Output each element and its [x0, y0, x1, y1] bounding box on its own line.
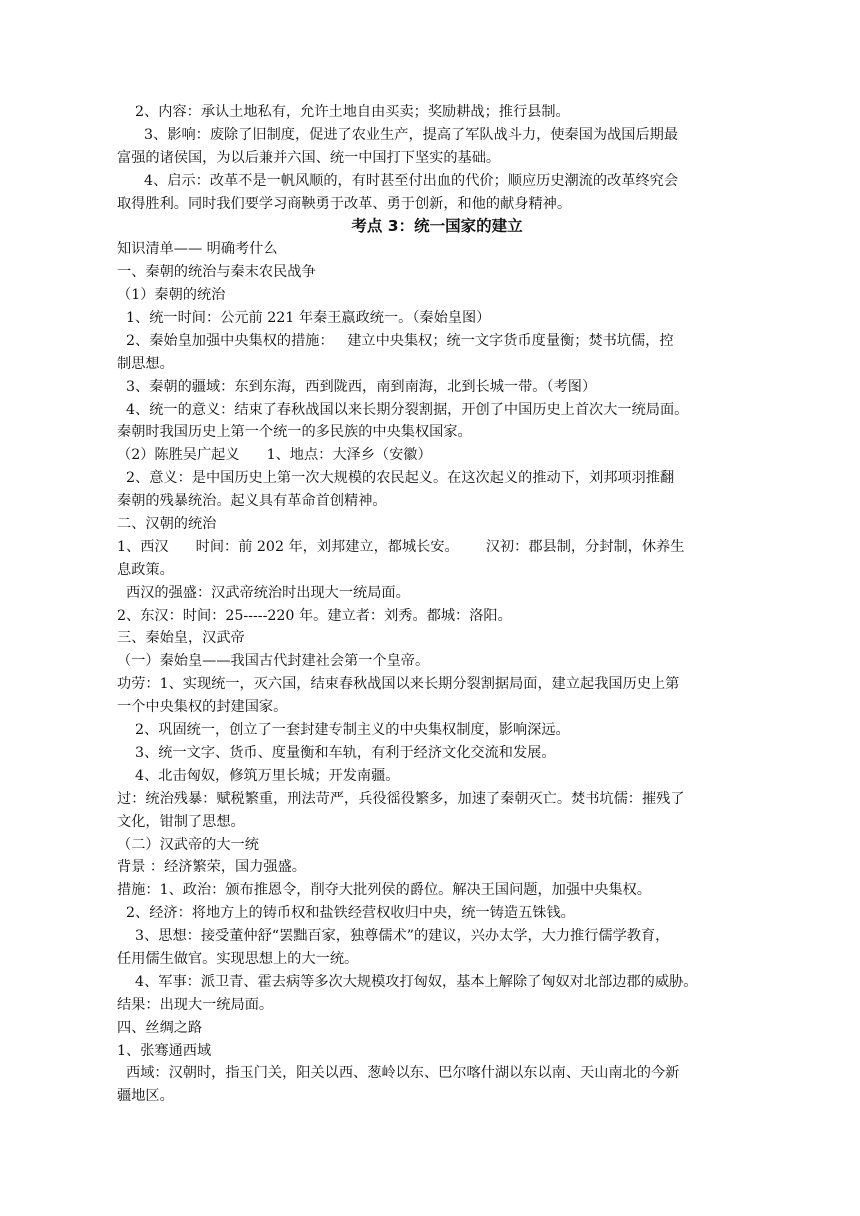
- text-line: 4、统一的意义：结束了春秋战国以来长期分裂割据，开创了中国历史上首次大一统局面。: [117, 401, 689, 418]
- text-line: 功劳：1、实现统一，灭六国，结束春秋战国以来长期分裂割据局面，建立起我国历史上第: [117, 676, 680, 693]
- text-line: （1）秦朝的统治: [117, 287, 226, 304]
- text-line: 过：统治残暴：赋税繁重，刑法苛严，兵役徭役繁多，加速了秦朝灭亡。焚书坑儒：摧残了: [117, 790, 685, 807]
- text-line: 3、统一文字、货币、度量衡和车轨，有利于经济文化交流和发展。: [117, 744, 556, 761]
- text-line: 4、北击匈奴，修筑万里长城；开发南疆。: [117, 767, 400, 784]
- text-line: 1、张骞通西域: [117, 1042, 212, 1059]
- text-line: （2）陈胜吴广起义 1、地点：大泽乡（安徽）: [117, 447, 432, 464]
- text-line: 息政策。: [117, 561, 174, 578]
- text-line: 一、秦朝的统治与秦末农民战争: [117, 264, 316, 281]
- text-line: 一个中央集权的封建国家。: [117, 699, 288, 716]
- text-line: 2、内容：承认土地私有，允许土地自由买卖；奖励耕战；推行县制。: [117, 104, 570, 120]
- text-line: 3、影响：废除了旧制度，促进了农业生产，提高了军队战斗力，使秦国为战国后期最: [117, 126, 679, 143]
- section-heading: 考点 3：统一国家的建立: [351, 217, 523, 236]
- text-line: 制思想。: [117, 355, 174, 372]
- text-line: 2、东汉：时间：25-----220 年。建立者：刘秀。都城：洛阳。: [117, 607, 512, 624]
- text-line: （一）秦始皇——我国古代封建社会第一个皇帝。: [117, 653, 430, 670]
- text-line: 知识清单—— 明确考什么: [117, 241, 278, 258]
- text-line: 2、意义：是中国历史上第一次大规模的农民起义。在这次起义的推动下，刘邦项羽推翻: [117, 470, 675, 487]
- text-line: 2、秦始皇加强中央集权的措施： 建立中央集权；统一文字货币度量衡；焚书坑儒，控: [117, 332, 674, 349]
- text-line: 秦朝时我国历史上第一个统一的多民族的中央集权国家。: [117, 424, 472, 441]
- text-line: 二、汉朝的统治: [117, 516, 217, 533]
- text-line: 三、秦始皇，汉武帝: [117, 630, 245, 647]
- text-line: （二）汉武帝的大一统: [117, 836, 259, 853]
- text-line: 2、巩固统一，创立了一套封建专制主义的中央集权制度，影响深远。: [117, 722, 570, 739]
- text-line: 文化，钳制了思想。: [117, 813, 245, 830]
- text-line: 3、秦朝的疆域：东到东海，西到陇西，南到南海，北到长城一带。（考图）: [117, 378, 597, 395]
- text-line: 措施：1、政治：颁布推恩令，削夺大批列侯的爵位。解决王国问题，加强中央集权。: [117, 882, 651, 899]
- text-line: 任用儒生做官。实现思想上的大一统。: [117, 950, 359, 967]
- text-line: 4、军事：派卫青、霍去病等多次大规模攻打匈奴，基本上解除了匈奴对北部边郡的威胁。: [117, 973, 698, 990]
- text-line: 富强的诸侯国，为以后兼并六国、统一中国打下坚实的基础。: [117, 149, 501, 166]
- text-line: 2、经济：将地方上的铸币权和盐铁经营权收归中央，统一铸造五铢钱。: [117, 905, 575, 922]
- text-line: 西汉的强盛：汉武帝统治时出现大一统局面。: [117, 584, 410, 601]
- text-line: 1、统一时间：公元前 221 年秦王嬴政统一。（秦始皇图）: [117, 310, 491, 327]
- text-line: 四、丝绸之路: [117, 1019, 203, 1036]
- text-line: 4、启示：改革不是一帆风顺的，有时甚至付出血的代价；顺应历史潮流的改革终究会: [117, 172, 679, 189]
- text-line: 疆地区。: [117, 1088, 174, 1105]
- text-line: 秦朝的残暴统治。起义具有革命首创精神。: [117, 493, 387, 510]
- text-line: 背景 ：经济繁荣，国力强盛。: [117, 859, 306, 876]
- text-line: 结果：出现大一统局面。: [117, 996, 274, 1013]
- text-line: 1、西汉 时间：前 202 年，刘邦建立，都城长安。 汉初：郡县制，分封制，休养生: [117, 538, 685, 555]
- document-page: [117, 101, 757, 1108]
- text-line: 西域：汉朝时，指玉门关，阳关以西、葱岭以东、巴尔喀什湖以东以南、天山南北的今新: [117, 1065, 680, 1082]
- text-line: 3、思想：接受董仲舒“罢黜百家，独尊儒术”的建议，兴办太学，大力推行儒学教育，: [117, 928, 670, 945]
- text-line: 取得胜利。同时我们要学习商鞅勇于改革、勇于创新，和他的献身精神。: [117, 195, 572, 212]
